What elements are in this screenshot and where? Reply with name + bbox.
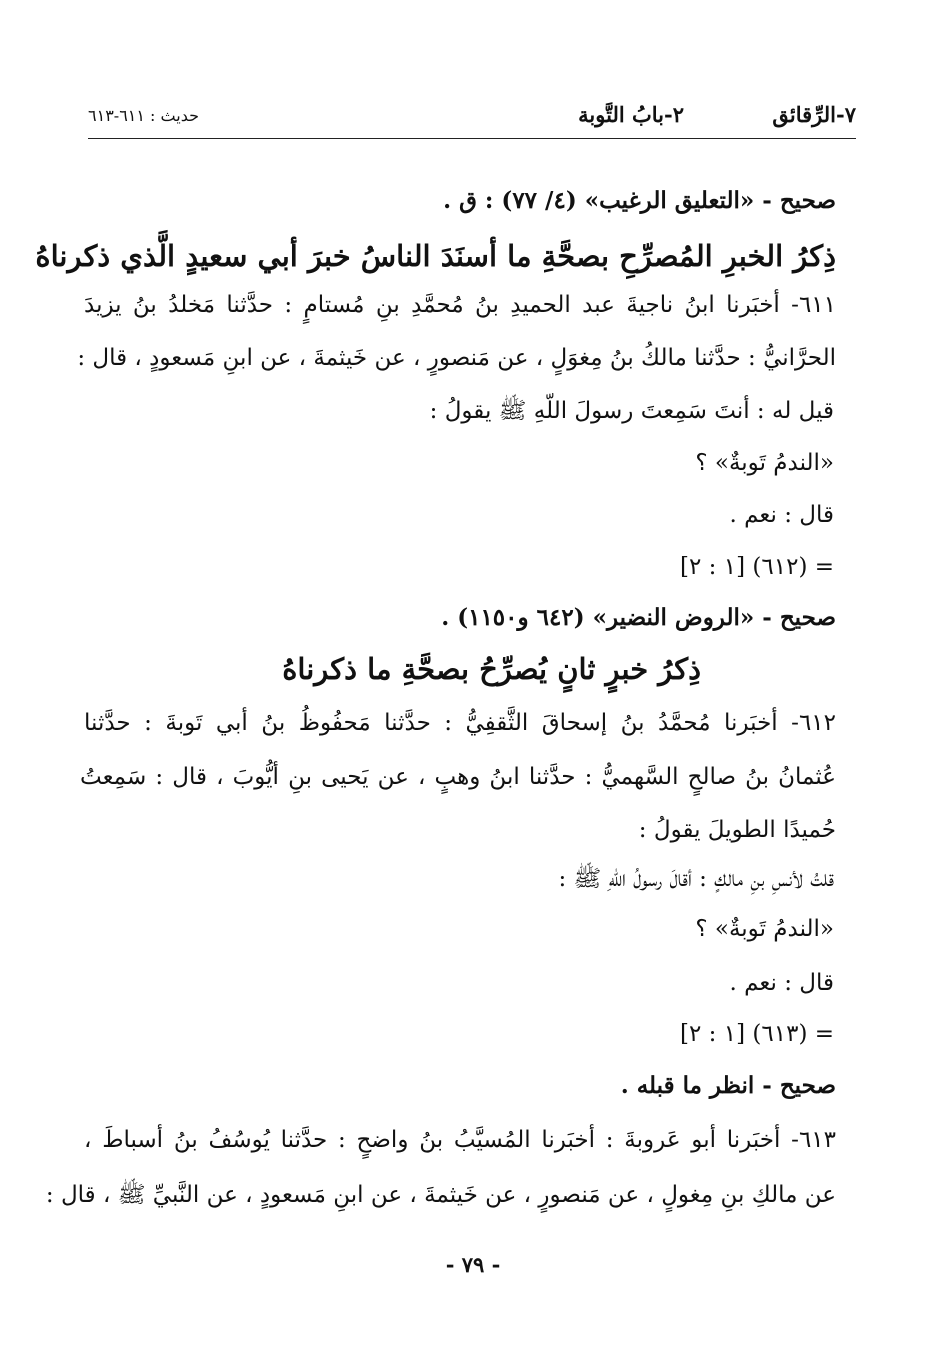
hadith-text-line: قلتُ لأنسِ بنِ مالكٍ : أقالَ رسولُ اللّهِ ﷺ :: [558, 866, 834, 892]
grading-line: صحيح - «التعليق الرغيب» (٤/ ٧٧) : ق .: [443, 187, 836, 214]
hadith-text-line: قال : نعم .: [729, 502, 834, 528]
hadith-text-line: ٦١٣- أخبَرنا أبو عَروبةَ : أخبَرنا المُسيَّبُ بنُ واضحٍ : حدَّثنا يُوسُفُ بنُ أسباطَ ،: [84, 1127, 836, 1153]
hadith-text-line: «الندمُ تَوبةٌ» ؟: [695, 450, 834, 476]
hadith-text-line: عُثمانُ بنُ صالحٍ السَّهميُّ : حدَّثنا ابنُ وهبٍ ، عن يَحيى بنِ أيُّوبَ ، قال : سَمِعتُ: [80, 764, 836, 790]
cross-reference: = (٦١٢) [١ : ٢]: [680, 554, 834, 580]
hadith-range: حديث : ٦١١-٦١٣: [88, 106, 199, 125]
hadith-text-line: قيل له : أنتَ سَمِعتَ رسولَ اللّهِ ﷺ يقولُ :: [429, 398, 834, 424]
hadith-text-line: حُميدًا الطويلَ يقولُ :: [638, 817, 836, 843]
grading-line: صحيح - «الروض النضير» (٦٤٢ و١١٥٠) .: [441, 604, 836, 631]
hadith-text-line: الحرَّانيُّ : حدَّثنا مالكُ بنُ مِغوَلٍ ، عن مَنصورٍ ، عن خَيثمةَ ، عن ابنِ مَسعودٍ ، قال :: [77, 345, 836, 371]
hadith-text-line: ٦١١- أخبَرنا ابنُ ناجيةَ عبد الحميدِ بنُ مُحمَّدِ بنِ مُستامٍ : حدَّثنا مَخلدُ بنُ يزيدَ: [84, 292, 836, 318]
grading-line: صحيح - انظر ما قبله .: [620, 1072, 836, 1099]
book-title: ٧-الرِّقائق: [772, 102, 856, 127]
hadith-text-line: «الندمُ تَوبةٌ» ؟: [695, 916, 834, 942]
cross-reference: = (٦١٣) [١ : ٢]: [680, 1021, 834, 1047]
hadith-text-line: قال : نعم .: [729, 970, 834, 996]
page-number: - ٧٩ -: [445, 1252, 501, 1277]
hadith-text-line: ٦١٢- أخبَرنا مُحمَّدُ بنُ إسحاقَ الثَّقفِيُّ : حدَّثنا مَحفُوظُ بنُ أبي تَوبةَ : حدَّثنا: [84, 710, 836, 736]
chapter-title: ٢-بابُ التَّوبة: [578, 102, 684, 127]
section-heading: ذِكرُ الخبرِ المُصرِّحِ بصحَّةِ ما أسنَدَ الناسُ خبرَ أبي سعيدٍ الَّذي ذكرناهُ: [35, 239, 836, 273]
section-heading: ذِكرُ خبرٍ ثانٍ يُصرِّحُ بصحَّةِ ما ذكرناهُ: [282, 652, 701, 686]
hadith-text-line: عن مالكِ بنِ مِغولٍ ، عن مَنصورٍ ، عن خَيثمةَ ، عن ابنِ مَسعودٍ ، عن النَّبيِّ ﷺ ، قال :: [45, 1182, 836, 1208]
running-header: [88, 98, 856, 139]
